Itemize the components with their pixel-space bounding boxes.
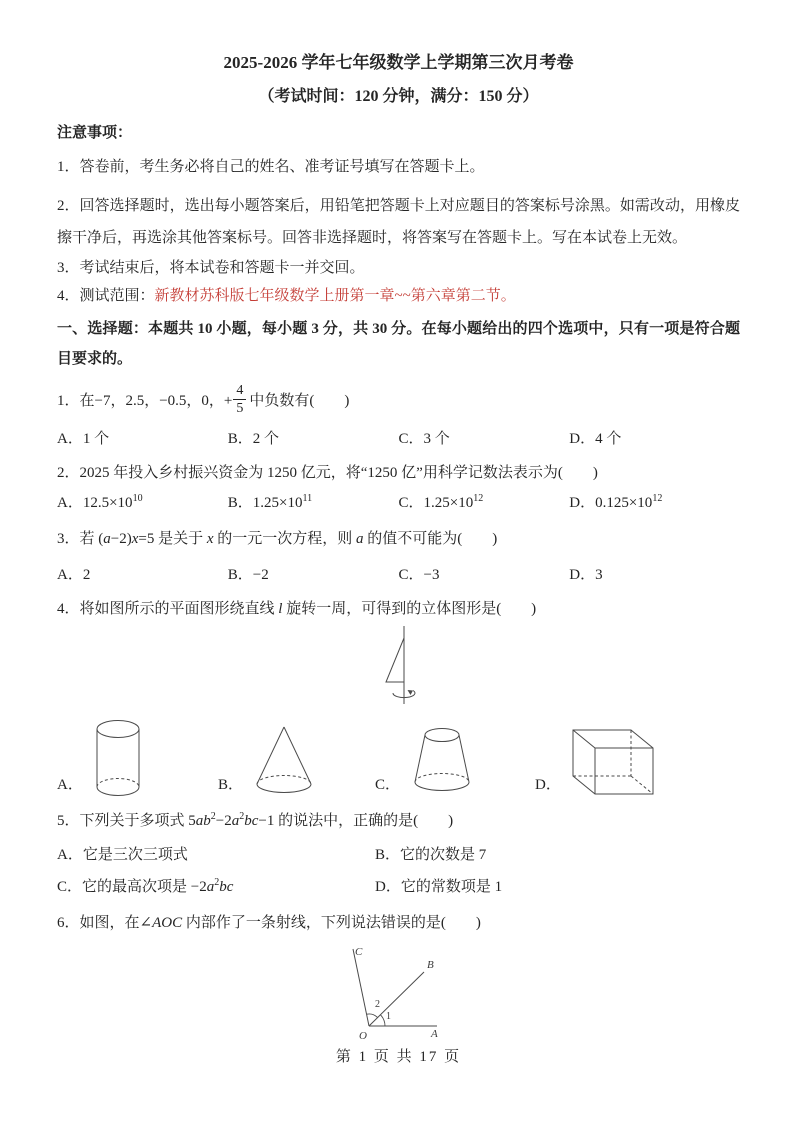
notice-item-3: 3．考试结束后，将本试卷和答题卡一并交回。 [57,260,365,276]
page-title: 2025-2026 学年七年级数学上学期第三次月考卷 [223,53,574,72]
q2-option-b [228,490,399,516]
notice-item-4-label: 4．测试范围： [57,288,155,304]
q3-var-a: a [103,531,111,547]
q6-text: 内部作了一条射线，下列说法错误的是( ) [182,915,481,931]
q4-option-c-letter: C． [375,777,401,793]
question-2-stem: 2．2025 年投入乡村振兴资金为 1250 亿元，将“1250 亿”用科学记数法表示为( ) [57,465,598,481]
notice-item-1: 1．答卷前，考生务必将自己的姓名、准考证号填写在答题卡上。 [57,159,485,175]
page-subtitle: （考试时间：120 分钟，满分：150 分） [258,88,539,105]
question-5-options-row-2 [57,874,740,900]
angle-1-label: 1 [385,1011,391,1022]
q4-text: 4．将如图所示的平面图形绕直线 [57,601,279,617]
q2-option-a-letter: A． [57,495,83,511]
point-b-label: B [426,959,434,971]
question-6-stem [57,910,740,936]
q5-option-b: B．它的次数是 7 [375,847,487,863]
q1-plus-sign: + [223,393,233,409]
notice-item-4-scope: 新教材苏科版七年级数学上册第一章~~第六章第二节。 [154,288,516,304]
q4-rotation-figure [57,624,740,716]
notice-item-4 [57,282,740,310]
q5-option-c [57,874,375,900]
q2-option-c-letter: C． [398,495,424,511]
q1-text: 1．在−7，2.5，−0.5，0， [57,393,224,409]
q3-var-x: x [131,531,139,547]
angle-aoc-figure [339,944,479,1044]
frustum-figure [406,722,478,800]
fraction-numerator: 4 [236,382,244,398]
q5-option-c-var-a: a [206,879,215,895]
q6-angle-aoc: AOC [152,915,183,931]
q1-option-c: C．3 个 [398,431,450,447]
question-1-stem [57,378,740,424]
q4-option-a [57,718,218,800]
q1-option-b: B．2 个 [227,431,280,447]
q5-text: 5．下列关于多项式 5 [57,813,196,829]
question-3-stem [57,526,740,552]
q4-option-b [218,722,375,800]
cuboid-figure [567,724,659,800]
q1-text-suffix: 中负数有( ) [249,393,350,409]
q5-option-c-exponent: 2 [214,877,220,888]
notice-item-2: 2．回答选择题时，选出每小题答案后，用铅笔把答题卡上对应题目的答案标号涂黑。如需改动，用橡皮擦干净后，再选涂其他答案标号。回答非选择题时，将答案写在答题卡上。写在本试卷上无效。 [57,198,740,246]
q2-option-c [399,490,570,516]
q4-option-d-letter: D． [535,777,561,793]
q5-option-c-text: C．它的最高次项是 −2 [57,879,207,895]
q3-text: =5 是关于 [138,531,207,547]
q2-option-a-value: 12.5×10 [82,495,133,511]
q5-var-bc: bc [244,813,259,829]
q5-var-a: a [231,813,240,829]
q4-option-b-letter: B． [218,777,244,793]
section-1-heading: 一、选择题：本题共 10 小题，每小题 3 分，共 30 分。在每小题给出的四个选项中，只有一项是符合题目要求的。 [57,321,740,367]
cylinder-figure [89,718,147,800]
q3-var-a: a [356,531,364,547]
q3-text: 的值不可能为( ) [363,531,498,547]
angle-2-label: 2 [374,999,380,1010]
page-number: 第 1 页 共 17 页 [335,1049,462,1065]
point-c-label: C [354,946,362,958]
q2-option-b-exponent: 11 [302,493,313,504]
q6-angle-figure [57,944,740,1044]
q2-option-c-exponent: 12 [473,493,484,504]
q3-text: 3．若 ( [57,531,104,547]
q4-option-d [535,724,740,800]
angle-2-arc [366,1014,377,1018]
q2-option-a-exponent: 10 [132,493,143,504]
cone-figure [249,722,319,800]
q2-option-a [57,490,228,516]
right-triangle [386,638,404,682]
q5-option-c-var-bc: bc [219,879,234,895]
q5-exponent: 2 [239,811,245,822]
q3-text: 的一元一次方程，则 [213,531,357,547]
q3-text: −2) [110,531,132,547]
notices-heading: 注意事项： [57,125,133,141]
q6-text: 6．如图，在∠ [57,915,153,931]
fraction-four-fifths [233,383,246,417]
question-1-options [57,426,740,452]
q2-option-d [569,490,740,516]
question-2-options [57,490,740,516]
q4-option-c [375,722,535,800]
angle-1-arc [380,1015,385,1026]
q2-option-d-value: 0.125×10 [595,495,653,511]
q4-shape-options [57,716,740,800]
question-3-options [57,562,740,588]
question-5-stem [57,808,740,834]
q2-option-d-letter: D． [569,495,596,511]
fraction-denominator: 5 [233,399,246,416]
q3-option-a: A．2 [57,567,91,583]
rotation-arrow-head [407,690,413,695]
q1-option-a: A．1 个 [57,431,110,447]
q5-var-ab: ab [195,813,211,829]
q4-text: 旋转一周，可得到的立体图形是( ) [282,601,537,617]
rotation-axis-triangle-figure [364,624,434,714]
q5-text: −1 的说法中，正确的是( ) [258,813,454,829]
q3-option-c: C．−3 [398,567,440,583]
q3-option-b: B．−2 [227,567,269,583]
q3-var-x: x [206,531,214,547]
q3-option-d: D．3 [569,567,603,583]
q5-option-d: D．它的常数项是 1 [375,879,503,895]
q2-option-b-value: 1.25×10 [252,495,303,511]
q5-text: −2 [215,813,232,829]
point-o-label: O [358,1030,367,1042]
q2-option-b-letter: B． [227,495,253,511]
q4-option-a-letter: A． [57,777,83,793]
question-5-options-row-1 [57,842,740,868]
point-a-label: A [430,1028,438,1040]
q2-option-c-value: 1.25×10 [423,495,474,511]
question-4-stem [57,596,740,622]
ray-oc [353,949,369,1026]
q5-exponent: 2 [210,811,216,822]
q2-option-d-exponent: 12 [652,493,663,504]
q1-option-d: D．4 个 [569,431,622,447]
q5-option-a: A．它是三次三项式 [57,847,188,863]
q4-var-l: l [278,601,283,617]
